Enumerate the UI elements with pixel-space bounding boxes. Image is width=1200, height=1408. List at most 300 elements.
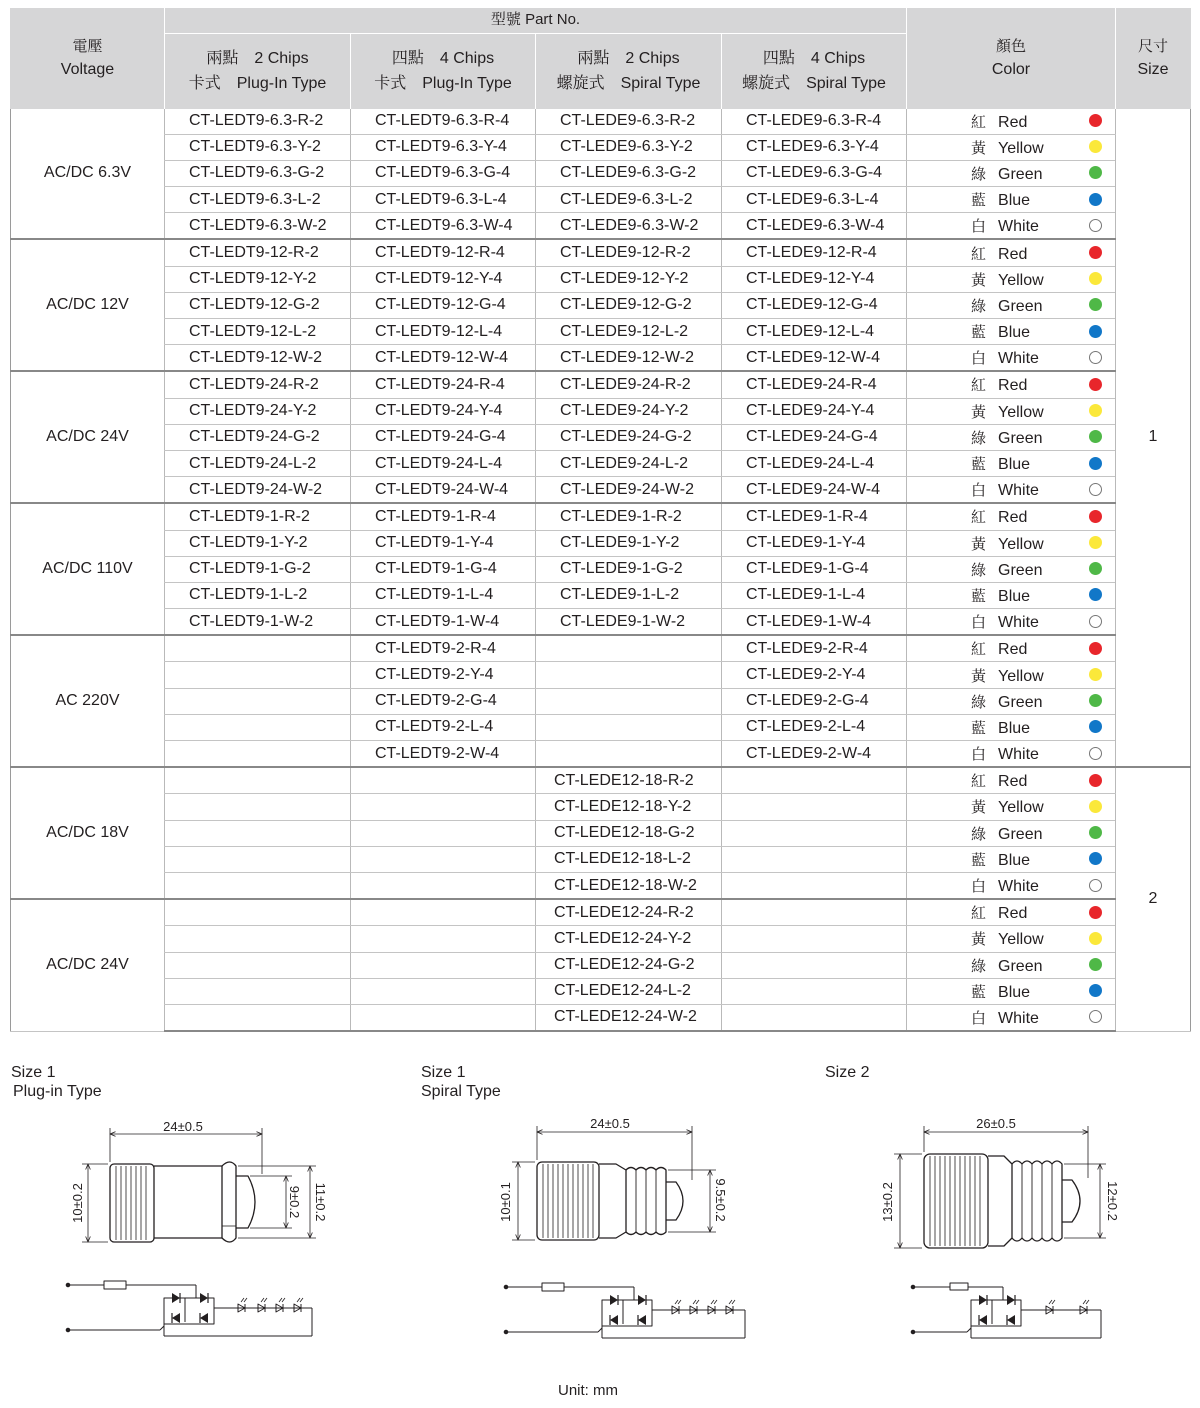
voltage-header-zh: 電壓 xyxy=(72,36,103,55)
table-row xyxy=(11,187,1191,213)
part-number-cell: CT-LEDT9-24-G-2 xyxy=(165,424,351,450)
part-number-cell: CT-LEDE9-1-Y-2 xyxy=(536,530,722,556)
part-number-cell: CT-LEDE12-24-W-2 xyxy=(536,1004,722,1031)
table-row xyxy=(11,213,1191,240)
color-name-zh: 藍 xyxy=(971,982,987,1001)
color-header-zh: 顏色 xyxy=(995,36,1026,55)
color-name-zh: 藍 xyxy=(971,718,987,737)
part-number-cell: CT-LEDT9-24-W-2 xyxy=(165,477,351,504)
color-name-en: Yellow xyxy=(998,931,1044,949)
color-name-en: Yellow xyxy=(998,139,1044,157)
color-cell xyxy=(907,292,1116,318)
part-number-cell xyxy=(722,978,907,1004)
part-number-cell: CT-LEDE9-6.3-R-4 xyxy=(722,109,907,135)
part-number-cell: CT-LEDE9-24-G-2 xyxy=(536,424,722,450)
part-number-cell: CT-LEDT9-6.3-W-4 xyxy=(351,213,536,240)
color-name-zh: 藍 xyxy=(971,323,987,342)
part-number-cell xyxy=(351,846,536,872)
color-swatch-icon xyxy=(1089,562,1102,575)
color-name-zh: 紅 xyxy=(971,772,987,791)
color-swatch-icon xyxy=(1089,642,1102,655)
voltage-header xyxy=(11,8,165,109)
part-number-cell: CT-LEDE9-6.3-W-2 xyxy=(536,213,722,240)
color-cell xyxy=(907,926,1116,952)
part-number-cell: CT-LEDE12-18-Y-2 xyxy=(536,794,722,820)
part-number-cell: CT-LEDT9-12-W-4 xyxy=(351,345,536,372)
plugin-length-dim: 24±0.5 xyxy=(163,1119,203,1134)
color-name-en: White xyxy=(998,218,1039,236)
part-number-cell: CT-LEDE9-2-W-4 xyxy=(722,741,907,768)
table-row xyxy=(11,371,1191,398)
color-cell xyxy=(907,424,1116,450)
table-row xyxy=(11,899,1191,926)
color-name-en: Red xyxy=(998,113,1028,131)
part-number-cell: CT-LEDT9-2-Y-4 xyxy=(351,662,536,688)
table-row xyxy=(11,794,1191,820)
color-name-en: Yellow xyxy=(998,271,1044,289)
color-cell xyxy=(907,556,1116,582)
color-swatch-icon xyxy=(1089,984,1102,997)
part-number-cell: CT-LEDE9-12-L-2 xyxy=(536,319,722,345)
spec-table-body xyxy=(11,109,1191,1032)
table-row xyxy=(11,503,1191,530)
part-number-cell: CT-LEDT9-12-R-2 xyxy=(165,239,351,266)
size-header xyxy=(1116,8,1191,109)
color-cell xyxy=(907,899,1116,926)
table-row xyxy=(11,292,1191,318)
color-swatch-icon xyxy=(1089,483,1102,496)
color-cell xyxy=(907,134,1116,160)
spiral-length-dim: 24±0.5 xyxy=(590,1116,630,1131)
part-number-cell xyxy=(722,846,907,872)
color-cell xyxy=(907,319,1116,345)
color-cell xyxy=(907,609,1116,636)
part-number-cell: CT-LEDE9-1-W-2 xyxy=(536,609,722,636)
color-name-zh: 藍 xyxy=(971,850,987,869)
color-name-zh: 紅 xyxy=(971,112,987,131)
part-number-cell: CT-LEDT9-24-L-4 xyxy=(351,450,536,476)
type-header-line2: 螺旋式 Spiral Type xyxy=(556,74,701,92)
part-number-cell: CT-LEDE12-24-G-2 xyxy=(536,952,722,978)
part-number-cell: CT-LEDE9-6.3-W-4 xyxy=(722,213,907,240)
color-cell xyxy=(907,187,1116,213)
part-number-cell: CT-LEDE9-6.3-R-2 xyxy=(536,109,722,135)
part-number-cell: CT-LEDE9-6.3-Y-4 xyxy=(722,134,907,160)
part-number-cell xyxy=(165,846,351,872)
part-number-cell: CT-LEDT9-12-G-2 xyxy=(165,292,351,318)
color-name-zh: 紅 xyxy=(971,244,987,263)
color-cell xyxy=(907,714,1116,740)
table-row xyxy=(11,239,1191,266)
part-number-cell xyxy=(165,767,351,794)
color-swatch-icon xyxy=(1089,351,1102,364)
color-name-en: Yellow xyxy=(998,403,1044,421)
color-cell xyxy=(907,794,1116,820)
color-swatch-icon xyxy=(1089,298,1102,311)
part-number-cell: CT-LEDE9-24-R-2 xyxy=(536,371,722,398)
type-header-line1: 四點 4 Chips xyxy=(762,50,866,68)
color-name-en: Red xyxy=(998,905,1028,923)
type-header xyxy=(536,34,722,109)
part-number-cell: CT-LEDT9-6.3-R-4 xyxy=(351,109,536,135)
part-number-cell: CT-LEDT9-1-G-2 xyxy=(165,556,351,582)
color-name-zh: 紅 xyxy=(971,376,987,395)
size-cell: 1 xyxy=(1116,109,1191,768)
table-row xyxy=(11,926,1191,952)
part-number-cell: CT-LEDE9-12-W-2 xyxy=(536,345,722,372)
table-row xyxy=(11,714,1191,740)
table-row xyxy=(11,635,1191,662)
part-number-cell: CT-LEDE9-1-W-4 xyxy=(722,609,907,636)
color-name-en: Blue xyxy=(998,851,1031,869)
color-cell xyxy=(907,635,1116,662)
color-name-zh: 白 xyxy=(971,745,987,764)
part-number-cell: CT-LEDE9-24-R-4 xyxy=(722,371,907,398)
part-number-cell: CT-LEDT9-6.3-Y-4 xyxy=(351,134,536,160)
color-header xyxy=(907,8,1116,109)
part-number-cell: CT-LEDT9-24-Y-2 xyxy=(165,398,351,424)
part-number-cell: CT-LEDE9-6.3-Y-2 xyxy=(536,134,722,160)
part-number-cell xyxy=(351,899,536,926)
type-header-line2: 卡式 Plug-In Type xyxy=(374,74,512,92)
type-header-line2: 卡式 Plug-In Type xyxy=(188,74,327,92)
part-number-cell: CT-LEDE12-18-R-2 xyxy=(536,767,722,794)
color-name-en: Green xyxy=(998,297,1043,315)
color-name-zh: 白 xyxy=(971,877,987,896)
color-name-en: Green xyxy=(998,825,1043,843)
part-number-cell: CT-LEDT9-6.3-G-2 xyxy=(165,160,351,186)
color-cell xyxy=(907,846,1116,872)
part-number-cell: CT-LEDE9-1-G-4 xyxy=(722,556,907,582)
color-name-en: Yellow xyxy=(998,667,1044,685)
color-swatch-icon xyxy=(1089,457,1102,470)
part-number-cell xyxy=(165,899,351,926)
part-number-cell: CT-LEDE9-2-Y-4 xyxy=(722,662,907,688)
size2-circuit-diagram xyxy=(911,1283,1101,1338)
part-number-cell xyxy=(165,688,351,714)
color-cell xyxy=(907,266,1116,292)
part-number-cell: CT-LEDT9-12-L-2 xyxy=(165,319,351,345)
color-swatch-icon xyxy=(1089,879,1102,892)
part-number-cell: CT-LEDT9-1-W-4 xyxy=(351,609,536,636)
color-swatch-icon xyxy=(1089,720,1102,733)
color-name-en: Green xyxy=(998,957,1043,975)
color-name-en: Blue xyxy=(998,719,1031,737)
color-name-zh: 綠 xyxy=(971,560,987,579)
color-swatch-icon xyxy=(1089,246,1102,259)
color-swatch-icon xyxy=(1089,800,1102,813)
table-row xyxy=(11,609,1191,636)
part-number-cell xyxy=(722,926,907,952)
color-name-zh: 藍 xyxy=(971,586,987,605)
voltage-cell: AC/DC 18V xyxy=(11,767,165,899)
color-swatch-icon xyxy=(1089,694,1102,707)
part-number-cell xyxy=(165,714,351,740)
color-cell xyxy=(907,1004,1116,1031)
part-number-cell xyxy=(165,872,351,899)
part-number-cell: CT-LEDT9-1-R-2 xyxy=(165,503,351,530)
table-row xyxy=(11,319,1191,345)
part-number-cell: CT-LEDE9-2-L-4 xyxy=(722,714,907,740)
plugin-subtitle: Plug-in Type xyxy=(13,1083,102,1100)
part-number-cell: CT-LEDE9-24-L-4 xyxy=(722,450,907,476)
part-number-cell: CT-LEDT9-6.3-Y-2 xyxy=(165,134,351,160)
part-number-cell: CT-LEDT9-2-W-4 xyxy=(351,741,536,768)
part-number-cell xyxy=(722,820,907,846)
part-number-cell: CT-LEDT9-2-G-4 xyxy=(351,688,536,714)
part-number-cell: CT-LEDE9-24-G-4 xyxy=(722,424,907,450)
table-row xyxy=(11,741,1191,768)
part-number-cell: CT-LEDE9-12-Y-2 xyxy=(536,266,722,292)
type-header-line1: 四點 4 Chips xyxy=(391,50,495,68)
part-number-cell xyxy=(722,767,907,794)
color-cell xyxy=(907,213,1116,240)
part-number-cell: CT-LEDE9-12-R-2 xyxy=(536,239,722,266)
table-row xyxy=(11,767,1191,794)
table-row xyxy=(11,450,1191,476)
part-number-cell: CT-LEDE9-1-G-2 xyxy=(536,556,722,582)
color-name-zh: 綠 xyxy=(971,824,987,843)
color-swatch-icon xyxy=(1089,378,1102,391)
color-cell xyxy=(907,477,1116,504)
color-name-en: White xyxy=(998,614,1039,632)
voltage-cell: AC/DC 24V xyxy=(11,371,165,503)
part-number-cell xyxy=(722,1004,907,1031)
color-name-zh: 紅 xyxy=(971,904,987,923)
color-swatch-icon xyxy=(1089,1010,1102,1023)
voltage-cell: AC 220V xyxy=(11,635,165,767)
color-swatch-icon xyxy=(1089,510,1102,523)
table-row xyxy=(11,134,1191,160)
part-number-cell: CT-LEDE9-1-R-4 xyxy=(722,503,907,530)
color-name-en: Yellow xyxy=(998,535,1044,553)
color-cell xyxy=(907,872,1116,899)
color-swatch-icon xyxy=(1089,325,1102,338)
part-number-cell: CT-LEDT9-6.3-L-4 xyxy=(351,187,536,213)
type-header-line1: 兩點 2 Chips xyxy=(206,50,309,68)
part-number-cell xyxy=(165,926,351,952)
part-number-cell: CT-LEDE9-2-G-4 xyxy=(722,688,907,714)
color-name-zh: 黃 xyxy=(971,402,987,421)
color-cell xyxy=(907,662,1116,688)
part-number-cell: CT-LEDT9-24-R-2 xyxy=(165,371,351,398)
part-number-cell: CT-LEDT9-2-R-4 xyxy=(351,635,536,662)
spiral-subtitle: Spiral Type xyxy=(421,1083,501,1100)
part-number-cell: CT-LEDE12-24-R-2 xyxy=(536,899,722,926)
size2-right-dim: 12±0.2 xyxy=(1105,1181,1120,1221)
plugin-left-dim: 10±0.2 xyxy=(70,1183,85,1223)
spiral-lamp-drawing xyxy=(537,1162,683,1240)
color-cell xyxy=(907,371,1116,398)
color-name-zh: 黃 xyxy=(971,270,987,289)
color-swatch-icon xyxy=(1089,906,1102,919)
part-number-cell: CT-LEDE9-24-Y-2 xyxy=(536,398,722,424)
part-number-cell xyxy=(351,978,536,1004)
color-name-zh: 黃 xyxy=(971,930,987,949)
part-number-cell: CT-LEDT9-6.3-G-4 xyxy=(351,160,536,186)
color-swatch-icon xyxy=(1089,958,1102,971)
part-number-cell xyxy=(165,952,351,978)
part-number-cell xyxy=(536,741,722,768)
part-number-cell: CT-LEDT9-1-G-4 xyxy=(351,556,536,582)
color-name-zh: 藍 xyxy=(971,191,987,210)
part-number-cell: CT-LEDT9-24-L-2 xyxy=(165,450,351,476)
color-swatch-icon xyxy=(1089,166,1102,179)
spiral-right-dim: 9.5±0.2 xyxy=(713,1178,728,1222)
type-header-line2: 螺旋式 Spiral Type xyxy=(742,74,886,92)
part-number-cell: CT-LEDE9-6.3-L-2 xyxy=(536,187,722,213)
color-swatch-icon xyxy=(1089,272,1102,285)
part-number-cell xyxy=(165,662,351,688)
color-name-zh: 綠 xyxy=(971,428,987,447)
plugin-outer-dim: 11±0.2 xyxy=(313,1182,328,1222)
plugin-circuit-diagram xyxy=(66,1281,312,1336)
color-name-en: Green xyxy=(998,429,1043,447)
color-cell xyxy=(907,109,1116,135)
table-row xyxy=(11,345,1191,372)
part-number-cell: CT-LEDE12-24-L-2 xyxy=(536,978,722,1004)
voltage-header-en: Voltage xyxy=(60,61,115,79)
color-cell xyxy=(907,820,1116,846)
color-name-en: Red xyxy=(998,377,1028,395)
color-name-en: Red xyxy=(998,245,1028,263)
color-name-en: Red xyxy=(998,773,1028,791)
color-swatch-icon xyxy=(1089,932,1102,945)
part-number-cell: CT-LEDE9-6.3-G-2 xyxy=(536,160,722,186)
part-number-cell xyxy=(722,794,907,820)
table-row xyxy=(11,820,1191,846)
color-name-en: White xyxy=(998,746,1039,764)
part-number-cell xyxy=(351,952,536,978)
part-number-cell: CT-LEDT9-24-G-4 xyxy=(351,424,536,450)
color-cell xyxy=(907,688,1116,714)
part-number-cell xyxy=(722,899,907,926)
color-header-en: Color xyxy=(991,61,1031,79)
size-header-zh: 尺寸 xyxy=(1137,36,1168,55)
part-number-cell: CT-LEDE12-18-L-2 xyxy=(536,846,722,872)
part-number-cell: CT-LEDE9-6.3-L-4 xyxy=(722,187,907,213)
part-number-cell xyxy=(536,714,722,740)
color-name-en: White xyxy=(998,482,1039,500)
color-name-en: Green xyxy=(998,165,1043,183)
table-row xyxy=(11,398,1191,424)
color-name-zh: 黃 xyxy=(971,666,987,685)
part-no-header: 型號 Part No. xyxy=(165,8,907,34)
part-number-cell xyxy=(165,978,351,1004)
part-number-cell: CT-LEDE9-24-W-2 xyxy=(536,477,722,504)
part-number-cell xyxy=(351,767,536,794)
table-row xyxy=(11,266,1191,292)
part-number-cell: CT-LEDT9-1-L-2 xyxy=(165,582,351,608)
part-number-cell: CT-LEDE9-24-W-4 xyxy=(722,477,907,504)
color-name-en: White xyxy=(998,350,1039,368)
color-swatch-icon xyxy=(1089,668,1102,681)
color-cell xyxy=(907,978,1116,1004)
color-name-zh: 白 xyxy=(971,481,987,500)
part-number-cell: CT-LEDT9-12-G-4 xyxy=(351,292,536,318)
type-header xyxy=(165,34,351,109)
color-name-zh: 白 xyxy=(971,613,987,632)
spiral-left-dim: 10±0.1 xyxy=(498,1182,513,1222)
spec-table xyxy=(10,8,1191,1032)
color-cell xyxy=(907,345,1116,372)
color-swatch-icon xyxy=(1089,114,1102,127)
part-number-cell: CT-LEDE9-12-W-4 xyxy=(722,345,907,372)
size2-length-dim: 26±0.5 xyxy=(976,1116,1016,1131)
part-number-cell: CT-LEDT9-6.3-L-2 xyxy=(165,187,351,213)
color-name-en: Blue xyxy=(998,587,1031,605)
plugin-inner-dim: 9±0.2 xyxy=(287,1185,302,1219)
color-swatch-icon xyxy=(1089,588,1102,601)
color-name-en: White xyxy=(998,878,1039,896)
part-number-cell: CT-LEDE9-12-G-4 xyxy=(722,292,907,318)
part-number-cell: CT-LEDE9-2-R-4 xyxy=(722,635,907,662)
part-number-cell: CT-LEDT9-12-L-4 xyxy=(351,319,536,345)
color-cell xyxy=(907,239,1116,266)
color-name-en: Yellow xyxy=(998,799,1044,817)
part-number-cell: CT-LEDE12-18-G-2 xyxy=(536,820,722,846)
part-number-cell: CT-LEDE9-12-L-4 xyxy=(722,319,907,345)
color-name-en: Red xyxy=(998,641,1028,659)
part-number-cell xyxy=(722,952,907,978)
color-name-en: Blue xyxy=(998,983,1031,1001)
color-name-en: White xyxy=(998,1009,1039,1027)
color-swatch-icon xyxy=(1089,140,1102,153)
part-number-cell xyxy=(165,635,351,662)
table-row xyxy=(11,978,1191,1004)
voltage-cell: AC/DC 24V xyxy=(11,899,165,1031)
voltage-cell: AC/DC 110V xyxy=(11,503,165,635)
size2-left-dim: 13±0.2 xyxy=(880,1182,895,1222)
size-cell: 2 xyxy=(1116,767,1191,1031)
part-number-cell xyxy=(165,794,351,820)
color-cell xyxy=(907,582,1116,608)
part-number-cell xyxy=(351,926,536,952)
part-number-cell: CT-LEDT9-1-Y-4 xyxy=(351,530,536,556)
type-header-line1: 兩點 2 Chips xyxy=(577,50,680,68)
color-swatch-icon xyxy=(1089,747,1102,760)
part-number-cell: CT-LEDT9-12-W-2 xyxy=(165,345,351,372)
color-swatch-icon xyxy=(1089,404,1102,417)
table-row xyxy=(11,582,1191,608)
color-name-zh: 黃 xyxy=(971,798,987,817)
color-cell xyxy=(907,450,1116,476)
color-cell xyxy=(907,741,1116,768)
part-number-cell: CT-LEDE9-24-Y-4 xyxy=(722,398,907,424)
part-number-cell: CT-LEDE12-18-W-2 xyxy=(536,872,722,899)
part-number-cell: CT-LEDE9-12-Y-4 xyxy=(722,266,907,292)
color-cell xyxy=(907,767,1116,794)
color-cell xyxy=(907,530,1116,556)
color-swatch-icon xyxy=(1089,852,1102,865)
part-number-cell: CT-LEDE9-6.3-G-4 xyxy=(722,160,907,186)
color-swatch-icon xyxy=(1089,219,1102,232)
color-name-zh: 白 xyxy=(971,349,987,368)
part-number-cell: CT-LEDT9-6.3-W-2 xyxy=(165,213,351,240)
color-cell xyxy=(907,503,1116,530)
color-name-zh: 綠 xyxy=(971,956,987,975)
part-number-cell xyxy=(351,872,536,899)
color-swatch-icon xyxy=(1089,615,1102,628)
spiral-title: Size 1 xyxy=(421,1064,466,1081)
color-swatch-icon xyxy=(1089,826,1102,839)
color-swatch-icon xyxy=(1089,430,1102,443)
color-name-en: Green xyxy=(998,561,1043,579)
type-header xyxy=(722,34,907,109)
color-name-zh: 綠 xyxy=(971,164,987,183)
unit-label: Unit: mm xyxy=(558,1382,618,1399)
table-row xyxy=(11,477,1191,504)
